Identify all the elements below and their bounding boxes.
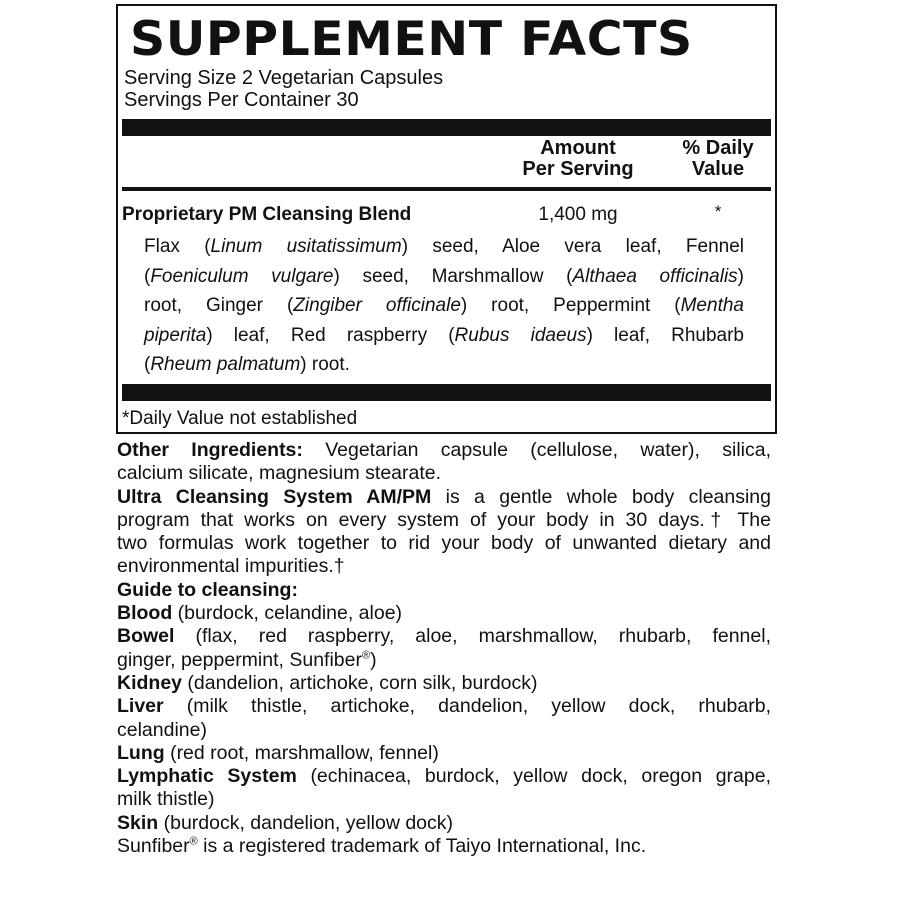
column-header-amount-line2: Per Serving bbox=[522, 158, 634, 180]
guide-item-blood: Blood (burdock, celandine, aloe) bbox=[117, 602, 403, 625]
ingredients-line: piperita) leaf, Red raspberry (Rubus idaeus) leaf, Rhubarb bbox=[144, 324, 744, 346]
column-header-daily-value bbox=[663, 138, 773, 180]
blend-name: Proprietary PM Cleansing Blend bbox=[122, 204, 412, 225]
servings-per-container: Servings Per Container 30 bbox=[124, 89, 359, 111]
guide-item-bowel-cont: ginger, peppermint, Sunfiber®) bbox=[117, 648, 377, 671]
other-ingredients: Other Ingredients: Vegetarian capsule (cellulose, water), silica, bbox=[117, 439, 771, 461]
guide-item-skin: Skin (burdock, dandelion, yellow dock) bbox=[117, 811, 454, 834]
system-description-line: two formulas work together to rid your body of unwanted dietary and bbox=[117, 532, 771, 555]
column-header-amount bbox=[508, 138, 648, 180]
system-description: Ultra Cleansing System AM/PM is a gentle whole body cleansing bbox=[117, 485, 771, 508]
blend-ingredients bbox=[144, 232, 744, 380]
divider-medium bbox=[122, 187, 771, 191]
ingredients-line: (Foeniculum vulgare) seed, Marshmallow (Althaea officinalis) bbox=[144, 265, 744, 287]
blend-amount: 1,400 mg bbox=[538, 204, 618, 225]
system-description-line: environmental impurities.† bbox=[117, 555, 345, 578]
column-header-dv-line2: Value bbox=[691, 158, 745, 180]
serving-size: Serving Size 2 Vegetarian Capsules bbox=[124, 67, 444, 89]
guide-item-kidney: Kidney (dandelion, artichoke, corn silk, burdock) bbox=[117, 671, 538, 694]
system-description-line: program that works on every system of your body in 30 days.† The bbox=[117, 508, 771, 531]
ingredients-line: Flax (Linum usitatissimum) seed, Aloe vera leaf, Fennel bbox=[144, 236, 745, 257]
trademark-notice: Sunfiber® is a registered trademark of Taiyo International, Inc. bbox=[117, 835, 647, 858]
divider-thick-top bbox=[122, 119, 771, 136]
guide-item-liver: Liver (milk thistle, artichoke, dandelion, yellow dock, rhubarb, bbox=[117, 695, 771, 718]
ingredients-line: (Rheum palmatum) root. bbox=[144, 354, 350, 375]
panel-title: SUPPLEMENT FACTS bbox=[130, 12, 693, 67]
supplement-facts-panel bbox=[116, 4, 777, 434]
guide-item-lymphatic-cont: milk thistle) bbox=[117, 788, 215, 811]
guide-item-bowel: Bowel (flax, red raspberry, aloe, marshmallow, rhubarb, fennel, bbox=[117, 625, 771, 648]
guide-heading: Guide to cleansing: bbox=[117, 578, 298, 601]
column-header-amount-line1: Amount bbox=[540, 137, 616, 159]
blend-daily-value: * bbox=[714, 202, 722, 221]
ingredients-line: root, Ginger (Zingiber officinale) root, Peppermint (Mentha bbox=[144, 295, 744, 316]
label-details bbox=[117, 439, 771, 858]
guide-item-lymphatic: Lymphatic System (echinacea, burdock, yellow dock, oregon grape, bbox=[117, 765, 772, 788]
guide-item-lung: Lung (red root, marshmallow, fennel) bbox=[117, 741, 439, 764]
divider-thick-bottom bbox=[122, 384, 771, 401]
guide-item-liver-cont: celandine) bbox=[117, 718, 207, 741]
column-header-dv-line1: % Daily bbox=[682, 137, 754, 159]
other-ingredients-cont: calcium silicate, magnesium stearate. bbox=[117, 462, 442, 485]
daily-value-footnote: *Daily Value not established bbox=[122, 408, 358, 429]
